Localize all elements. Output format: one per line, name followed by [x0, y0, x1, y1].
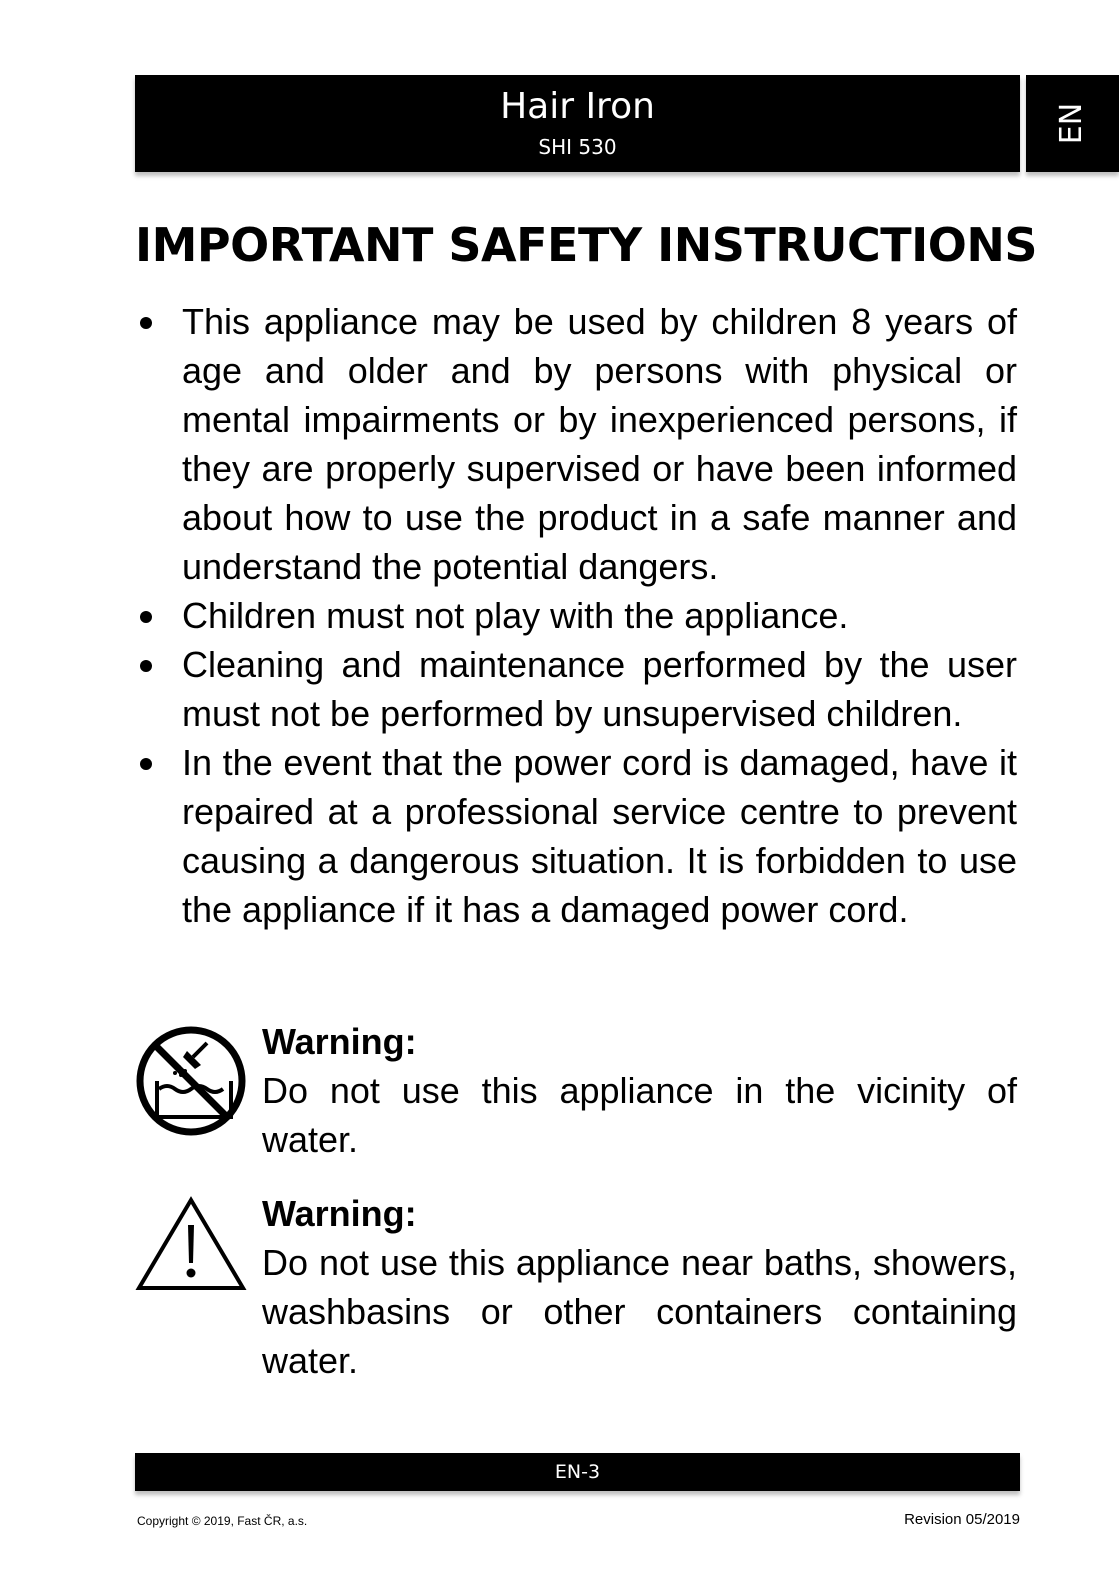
- warning-text: [262, 1189, 1017, 1385]
- list-item: [135, 297, 1017, 591]
- model-number: SHI 530: [538, 135, 617, 159]
- warning-body: Do not use this appliance near baths, showers, washbasins or other containers containing water.: [262, 1242, 1017, 1381]
- bullet-icon: [140, 758, 152, 770]
- bullet-icon: [140, 317, 152, 329]
- list-item-text: Cleaning and maintenance performed by the user must not be performed by unsupervised children.: [182, 644, 1017, 734]
- section-title: IMPORTANT SAFETY INSTRUCTIONS: [135, 218, 1038, 272]
- bullet-icon: [140, 611, 152, 623]
- revision-label: Revision 05/2019: [904, 1511, 1020, 1528]
- list-item: [135, 640, 1017, 738]
- header-bar: [135, 75, 1020, 172]
- list-item-text: Children must not play with the appliance.: [182, 595, 849, 636]
- warning-heading: Warning:: [262, 1193, 417, 1234]
- language-tab: [1026, 75, 1119, 172]
- warning-triangle-icon: [135, 1195, 247, 1293]
- warning-heading: Warning:: [262, 1021, 417, 1062]
- bullet-icon: [140, 660, 152, 672]
- safety-instructions-list: [135, 297, 1017, 934]
- list-item: [135, 738, 1017, 934]
- warning-body: Do not use this appliance in the vicinity of water.: [262, 1070, 1017, 1160]
- document-title: Hair Iron: [500, 86, 655, 127]
- copyright-notice: Copyright © 2019, Fast ČR, a.s.: [137, 1514, 308, 1528]
- warning-text: [262, 1017, 1017, 1164]
- page-number: EN-3: [554, 1461, 601, 1483]
- list-item: [135, 591, 1017, 640]
- warning-block-baths: [135, 1189, 1017, 1389]
- warning-block-water: [135, 1017, 1017, 1167]
- language-tab-label: EN: [1054, 102, 1089, 145]
- no-water-icon: [135, 1025, 247, 1137]
- list-item-text: In the event that the power cord is damaged, have it repaired at a professional service centre to prevent causing a dangerous situation. It is forbidden to use the appliance if it has a damaged power cord.: [182, 742, 1017, 930]
- list-item-text: This appliance may be used by children 8 years of age and older and by persons with physical or mental impairments or by inexperienced persons, if they are properly supervised or have been informed about how to use the product in a safe manner and understand the potential dangers.: [182, 301, 1017, 587]
- footer-bar: [135, 1453, 1020, 1491]
